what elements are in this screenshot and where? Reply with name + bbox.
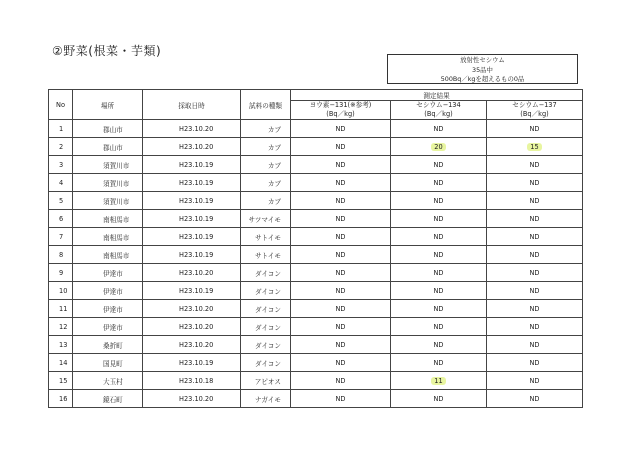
cell-date-value: H23.10.20 <box>179 394 214 403</box>
summary-line-1: 放射性セシウム <box>460 56 505 64</box>
cell-cs134-value: ND <box>433 394 444 403</box>
cell-item-value: カブ <box>267 179 281 188</box>
cell-date <box>143 174 241 192</box>
cell-item <box>241 138 291 156</box>
cell-place-value: 須賀川市 <box>103 179 130 188</box>
cell-cs137 <box>487 228 583 246</box>
cell-item <box>241 372 291 390</box>
cell-date <box>143 192 241 210</box>
cell-no <box>49 246 73 264</box>
cell-date-value: H23.10.20 <box>179 142 214 151</box>
summary-box <box>387 54 578 84</box>
results-body <box>49 120 583 408</box>
cell-i131-value: ND <box>335 178 346 187</box>
cell-item-value: カブ <box>267 125 281 134</box>
table-row <box>49 300 583 318</box>
cell-item-value: ダイコン <box>255 323 281 332</box>
cell-cs137-value: ND <box>529 358 540 367</box>
header-cs134 <box>391 101 487 120</box>
header-measurement: 測定結果 <box>291 90 583 101</box>
cell-date-value: H23.10.20 <box>179 268 214 277</box>
cell-item-value: ダイコン <box>255 287 281 296</box>
cell-item <box>241 318 291 336</box>
cell-i131-value: ND <box>335 286 346 295</box>
cell-place-value: 南相馬市 <box>103 251 130 260</box>
cell-cs137 <box>487 300 583 318</box>
cell-place-value: 伊達市 <box>103 287 123 296</box>
cell-cs137 <box>487 390 583 408</box>
cell-place <box>73 156 143 174</box>
header-item: 試料の種類 <box>241 90 291 120</box>
cell-item <box>241 174 291 192</box>
cell-cs137 <box>487 246 583 264</box>
table-row <box>49 120 583 138</box>
cell-cs134-value: 20 <box>431 143 445 151</box>
cell-item <box>241 156 291 174</box>
results-table <box>48 89 583 408</box>
cell-cs137-value: ND <box>529 322 540 331</box>
cell-no-value: 8 <box>59 250 64 259</box>
cell-date-value: H23.10.20 <box>179 322 214 331</box>
cell-place <box>73 210 143 228</box>
cell-cs137-value: ND <box>529 394 540 403</box>
cell-item <box>241 228 291 246</box>
cell-no-value: 10 <box>59 286 68 295</box>
cell-place-value: 伊達市 <box>103 269 123 278</box>
cell-i131 <box>291 192 391 210</box>
table-row <box>49 174 583 192</box>
cell-no <box>49 336 73 354</box>
cell-no-value: 4 <box>59 178 64 187</box>
cell-cs137 <box>487 210 583 228</box>
cell-item-value: カブ <box>267 197 281 206</box>
cell-date <box>143 138 241 156</box>
cell-cs137 <box>487 372 583 390</box>
cell-no-value: 15 <box>59 376 68 385</box>
cell-cs137-value: ND <box>529 340 540 349</box>
cell-date <box>143 264 241 282</box>
header-cs137-label: セシウム−137 <box>512 101 557 109</box>
cell-date <box>143 336 241 354</box>
cell-place <box>73 282 143 300</box>
cell-no-value: 12 <box>59 322 68 331</box>
cell-cs134 <box>391 192 487 210</box>
cell-place <box>73 264 143 282</box>
cell-no <box>49 318 73 336</box>
cell-item <box>241 390 291 408</box>
cell-place-value: 伊達市 <box>103 305 123 314</box>
cell-i131-value: ND <box>335 214 346 223</box>
cell-item <box>241 120 291 138</box>
cell-i131 <box>291 174 391 192</box>
cell-i131 <box>291 228 391 246</box>
cell-i131 <box>291 336 391 354</box>
cell-cs137-value: ND <box>529 376 540 385</box>
page-title: ②野菜(根菜・芋類) <box>52 44 162 58</box>
cell-date-value: H23.10.18 <box>179 376 214 385</box>
cell-no <box>49 354 73 372</box>
cell-item-value: サトイモ <box>254 251 281 260</box>
cell-place-value: 鏡石町 <box>103 395 123 404</box>
cell-no-value: 11 <box>59 304 68 313</box>
cell-i131-value: ND <box>335 376 346 385</box>
cell-i131-value: ND <box>335 196 346 205</box>
cell-cs134-value: ND <box>433 304 444 313</box>
cell-date-value: H23.10.19 <box>179 358 214 367</box>
cell-no <box>49 390 73 408</box>
cell-place <box>73 174 143 192</box>
cell-cs137 <box>487 192 583 210</box>
cell-place-value: 南相馬市 <box>103 233 130 242</box>
table-row <box>49 246 583 264</box>
cell-cs137 <box>487 264 583 282</box>
cell-place-value: 国見町 <box>103 359 123 368</box>
cell-i131 <box>291 282 391 300</box>
cell-no <box>49 228 73 246</box>
cell-cs134-value: ND <box>433 358 444 367</box>
cell-date-value: H23.10.20 <box>179 304 214 313</box>
cell-cs134 <box>391 354 487 372</box>
cell-no <box>49 192 73 210</box>
cell-cs134-value: ND <box>433 160 444 169</box>
cell-cs134 <box>391 210 487 228</box>
cell-cs134 <box>391 156 487 174</box>
cell-cs134-value: ND <box>433 124 444 133</box>
table-row <box>49 264 583 282</box>
cell-i131 <box>291 300 391 318</box>
table-row <box>49 336 583 354</box>
cell-cs137 <box>487 174 583 192</box>
cell-no-value: 2 <box>59 142 64 151</box>
cell-date-value: H23.10.19 <box>179 196 214 205</box>
cell-i131-value: ND <box>335 232 346 241</box>
cell-item <box>241 246 291 264</box>
cell-no <box>49 138 73 156</box>
table-row <box>49 192 583 210</box>
cell-item <box>241 300 291 318</box>
cell-cs137-value: ND <box>529 178 540 187</box>
cell-i131-value: ND <box>335 142 346 151</box>
table-row <box>49 228 583 246</box>
cell-date <box>143 372 241 390</box>
cell-no-value: 9 <box>59 268 64 277</box>
cell-cs137 <box>487 282 583 300</box>
cell-cs134 <box>391 336 487 354</box>
cell-no-value: 6 <box>59 214 64 223</box>
cell-cs134 <box>391 282 487 300</box>
cell-cs137-value: ND <box>529 232 540 241</box>
cell-item-value: ダイコン <box>255 305 281 314</box>
cell-cs134-value: ND <box>433 214 444 223</box>
cell-place <box>73 390 143 408</box>
cell-no <box>49 120 73 138</box>
cell-i131-value: ND <box>335 304 346 313</box>
cell-item <box>241 264 291 282</box>
cell-item <box>241 192 291 210</box>
cell-i131-value: ND <box>335 160 346 169</box>
table-row <box>49 210 583 228</box>
cell-cs137 <box>487 336 583 354</box>
cell-cs137-value: ND <box>529 286 540 295</box>
cell-no-value: 7 <box>59 232 64 241</box>
cell-date-value: H23.10.20 <box>179 340 214 349</box>
cell-date <box>143 246 241 264</box>
cell-no-value: 1 <box>59 124 64 133</box>
header-date: 採取日時 <box>143 90 241 120</box>
summary-line-3: 500Bq／kgを超えるもの0品 <box>440 75 525 84</box>
cell-item-value: サツマイモ <box>248 215 281 224</box>
cell-item-value: ナガイモ <box>254 395 281 404</box>
cell-no-value: 13 <box>59 340 68 349</box>
cell-cs134 <box>391 318 487 336</box>
cell-cs134 <box>391 138 487 156</box>
cell-date <box>143 282 241 300</box>
table-row <box>49 138 583 156</box>
table-row <box>49 354 583 372</box>
cell-cs134 <box>391 264 487 282</box>
cell-item-value: ダイコン <box>255 341 281 350</box>
cell-date-value: H23.10.19 <box>179 286 214 295</box>
cell-item <box>241 336 291 354</box>
cell-cs137-value: ND <box>529 160 540 169</box>
cell-no <box>49 300 73 318</box>
cell-cs134-value: ND <box>433 178 444 187</box>
cell-place-value: 伊達市 <box>103 323 123 332</box>
cell-i131-value: ND <box>335 268 346 277</box>
cell-cs137-value: ND <box>529 250 540 259</box>
cell-cs134 <box>391 372 487 390</box>
cell-no <box>49 282 73 300</box>
cell-cs137-value: ND <box>529 196 540 205</box>
cell-item-value: ダイコン <box>255 359 281 368</box>
cell-date-value: H23.10.19 <box>179 160 214 169</box>
header-cs137 <box>487 101 583 120</box>
cell-i131 <box>291 156 391 174</box>
cell-i131-value: ND <box>335 340 346 349</box>
cell-cs134 <box>391 390 487 408</box>
cell-date-value: H23.10.19 <box>179 214 214 223</box>
header-place: 場所 <box>73 90 143 120</box>
cell-cs134 <box>391 174 487 192</box>
cell-date-value: H23.10.19 <box>179 178 214 187</box>
cell-cs134 <box>391 228 487 246</box>
cell-item-value: カブ <box>267 143 281 152</box>
table-row <box>49 390 583 408</box>
cell-cs134-value: ND <box>433 340 444 349</box>
cell-place-value: 南相馬市 <box>103 215 130 224</box>
cell-no-value: 5 <box>59 196 64 205</box>
cell-no <box>49 372 73 390</box>
cell-item <box>241 210 291 228</box>
cell-cs137-value: ND <box>529 304 540 313</box>
cell-date <box>143 228 241 246</box>
cell-date-value: H23.10.19 <box>179 232 214 241</box>
cell-no-value: 14 <box>59 358 68 367</box>
cell-cs137-value: ND <box>529 268 540 277</box>
cell-date <box>143 120 241 138</box>
cell-place-value: 郡山市 <box>103 125 123 134</box>
cell-place-value: 須賀川市 <box>103 161 130 170</box>
cell-cs134 <box>391 120 487 138</box>
cell-no <box>49 174 73 192</box>
table-row <box>49 156 583 174</box>
cell-place <box>73 192 143 210</box>
cell-i131 <box>291 264 391 282</box>
cell-cs137 <box>487 156 583 174</box>
cell-i131 <box>291 246 391 264</box>
cell-date <box>143 390 241 408</box>
cell-cs134 <box>391 246 487 264</box>
cell-date <box>143 300 241 318</box>
header-cs134-label: セシウム−134 <box>416 101 461 109</box>
cell-cs137 <box>487 138 583 156</box>
cell-place-value: 桑折町 <box>103 341 123 350</box>
cell-date <box>143 354 241 372</box>
cell-cs137 <box>487 318 583 336</box>
cell-item-value: サトイモ <box>254 233 281 242</box>
cell-place <box>73 228 143 246</box>
cell-i131 <box>291 210 391 228</box>
cell-i131 <box>291 318 391 336</box>
cell-date-value: H23.10.19 <box>179 250 214 259</box>
table-row <box>49 282 583 300</box>
cell-no <box>49 156 73 174</box>
cell-date <box>143 156 241 174</box>
cell-i131 <box>291 372 391 390</box>
cell-place <box>73 246 143 264</box>
cell-date-value: H23.10.20 <box>179 124 214 133</box>
cell-cs137-value: 15 <box>527 143 541 151</box>
table-row <box>49 372 583 390</box>
cell-cs134-value: 11 <box>431 377 445 385</box>
cell-place <box>73 120 143 138</box>
cell-i131-value: ND <box>335 394 346 403</box>
cell-cs134 <box>391 300 487 318</box>
header-iodine-unit: (Bq／kg) <box>326 110 355 118</box>
cell-no <box>49 264 73 282</box>
table-row <box>49 318 583 336</box>
cell-i131-value: ND <box>335 250 346 259</box>
header-cs137-unit: (Bq／kg) <box>520 110 549 118</box>
cell-cs137 <box>487 354 583 372</box>
header-iodine <box>291 101 391 120</box>
cell-cs134-value: ND <box>433 286 444 295</box>
cell-place <box>73 336 143 354</box>
header-iodine-label: ヨウ素−131(※参考) <box>309 101 372 109</box>
cell-date <box>143 318 241 336</box>
cell-cs137-value: ND <box>529 214 540 223</box>
cell-cs137-value: ND <box>529 124 540 133</box>
header-no: No <box>49 90 73 120</box>
cell-cs134-value: ND <box>433 268 444 277</box>
cell-i131 <box>291 120 391 138</box>
cell-item-value: ダイコン <box>255 269 281 278</box>
cell-item-value: カブ <box>267 161 281 170</box>
cell-i131 <box>291 390 391 408</box>
cell-i131-value: ND <box>335 358 346 367</box>
cell-cs134-value: ND <box>433 196 444 205</box>
cell-cs134-value: ND <box>433 250 444 259</box>
cell-i131-value: ND <box>335 124 346 133</box>
cell-i131-value: ND <box>335 322 346 331</box>
header-cs134-unit: (Bq／kg) <box>424 110 453 118</box>
cell-item <box>241 282 291 300</box>
cell-cs134-value: ND <box>433 322 444 331</box>
cell-place-value: 須賀川市 <box>103 197 130 206</box>
cell-item <box>241 354 291 372</box>
cell-place <box>73 138 143 156</box>
cell-cs134-value: ND <box>433 232 444 241</box>
cell-place <box>73 300 143 318</box>
cell-i131 <box>291 354 391 372</box>
cell-place <box>73 354 143 372</box>
cell-place-value: 郡山市 <box>103 143 123 152</box>
cell-no-value: 16 <box>59 394 68 403</box>
cell-i131 <box>291 138 391 156</box>
cell-place-value: 大玉村 <box>103 377 123 386</box>
cell-no <box>49 210 73 228</box>
cell-cs137 <box>487 120 583 138</box>
cell-place <box>73 318 143 336</box>
cell-no-value: 3 <box>59 160 64 169</box>
cell-item-value: アピオス <box>254 377 281 386</box>
cell-date <box>143 210 241 228</box>
summary-line-2: 35品中 <box>472 65 493 74</box>
cell-place <box>73 372 143 390</box>
